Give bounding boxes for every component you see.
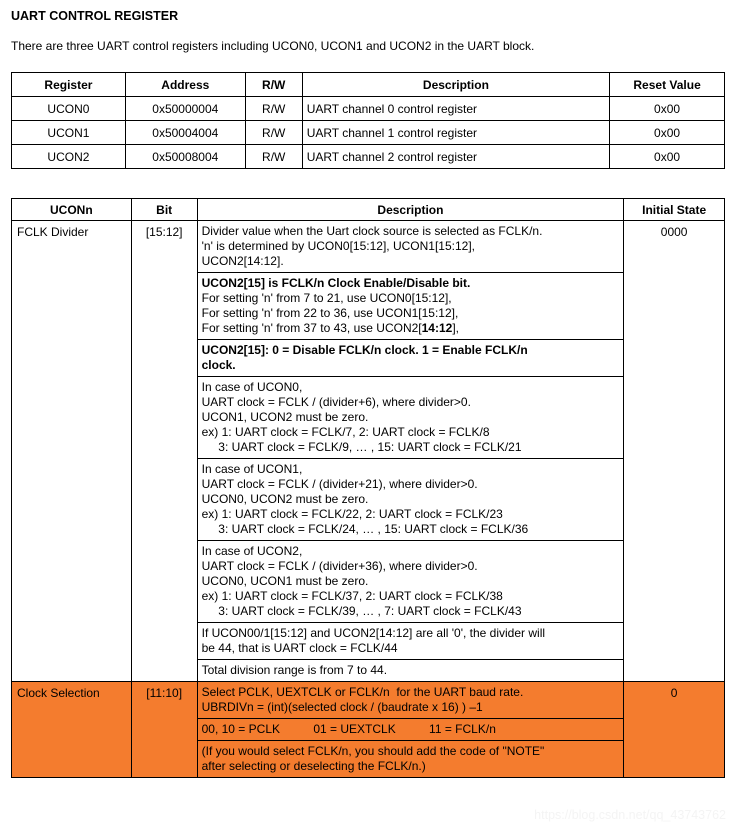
- table-row-clock-selection: [12, 682, 725, 778]
- description-line: ex) 1: UART clock = FCLK/37, 2: UART clock = FCLK/38: [201, 589, 503, 603]
- description-block: [198, 459, 624, 541]
- field-name: Clock Selection: [12, 682, 132, 778]
- cell-address: 0x50004004: [125, 121, 245, 145]
- description-line: UCON0, UCON2 must be zero.: [201, 492, 369, 506]
- description-line: Total division range is from 7 to 44.: [201, 663, 388, 677]
- cell-rw: R/W: [245, 145, 302, 169]
- description-line: UCON0, UCON1 must be zero.: [201, 574, 369, 588]
- field-description: [197, 221, 624, 682]
- section-title: UART CONTROL REGISTER: [11, 9, 179, 23]
- description-line: Divider value when the Uart clock source is selected as FCLK/n.: [201, 224, 543, 238]
- description-line: UCON2[14:12].: [201, 254, 284, 268]
- cell-reset-value: 0x00: [610, 97, 725, 121]
- description-line: For setting 'n' from 22 to 36, use UCON1[15:12],: [201, 306, 459, 320]
- description-block: [198, 719, 624, 741]
- description-line: UCON2[15]: 0 = Disable FCLK/n clock. 1 = Enable FCLK/n: [201, 343, 528, 357]
- register-table: [11, 72, 725, 169]
- header-description: Description: [197, 199, 624, 221]
- watermark-text: https://blog.csdn.net/qq_43743762: [534, 808, 726, 822]
- description-line: If UCON00/1[15:12] and UCON2[14:12] are all '0', the divider will: [201, 626, 546, 640]
- description-block: [198, 221, 624, 273]
- description-block: [198, 377, 624, 459]
- field-bit: [15:12]: [131, 221, 197, 682]
- description-line: 3: UART clock = FCLK/24, … , 15: UART clock = FCLK/36: [201, 522, 529, 536]
- description-line: UBRDIVn = (int)(selected clock / (baudrate x 16) ) –1: [201, 700, 483, 714]
- description-line: 'n' is determined by UCON0[15:12], UCON1[15:12],: [201, 239, 475, 253]
- cell-description: UART channel 0 control register: [302, 97, 609, 121]
- description-line: (If you would select FCLK/n, you should add the code of "NOTE": [201, 744, 545, 758]
- cell-reset-value: 0x00: [610, 145, 725, 169]
- header-rw: R/W: [245, 73, 302, 97]
- description-block: [198, 623, 624, 660]
- description-block: [198, 340, 624, 377]
- header-description: Description: [302, 73, 609, 97]
- description-line: In case of UCON0,: [201, 380, 303, 394]
- header-initial-state: Initial State: [624, 199, 725, 221]
- header-reset-value: Reset Value: [610, 73, 725, 97]
- cell-rw: R/W: [245, 121, 302, 145]
- description-line: In case of UCON1,: [201, 462, 303, 476]
- description-line: clock.: [201, 358, 236, 372]
- description-line: Select PCLK, UEXTCLK or FCLK/n for the UART baud rate.: [201, 685, 524, 699]
- description-line: ex) 1: UART clock = FCLK/7, 2: UART clock = FCLK/8: [201, 425, 490, 439]
- description-line: be 44, that is UART clock = FCLK/44: [201, 641, 398, 655]
- field-initial-state: 0000: [624, 221, 725, 682]
- description-line: 3: UART clock = FCLK/39, … , 7: UART clock = FCLK/43: [201, 604, 522, 618]
- description-block: [198, 273, 624, 340]
- cell-rw: R/W: [245, 97, 302, 121]
- header-address: Address: [125, 73, 245, 97]
- description-line: UCON2[15] is FCLK/n Clock Enable/Disable bit.: [201, 276, 471, 290]
- description-line: 00, 10 = PCLK 01 = UEXTCLK 11 = FCLK/n: [201, 722, 496, 736]
- description-blocks: [198, 682, 624, 777]
- ucon-table-header: [12, 199, 725, 221]
- bold-fragment: 14:12: [421, 321, 453, 335]
- header-bit: Bit: [131, 199, 197, 221]
- description-line: For setting 'n' from 7 to 21, use UCON0[15:12],: [201, 291, 452, 305]
- ucon-bit-table: [11, 198, 725, 778]
- cell-register: UCON1: [12, 121, 126, 145]
- description-block: [198, 682, 624, 719]
- table-row: [12, 121, 725, 145]
- cell-description: UART channel 1 control register: [302, 121, 609, 145]
- description-line: 3: UART clock = FCLK/9, … , 15: UART clock = FCLK/21: [201, 440, 522, 454]
- cell-address: 0x50008004: [125, 145, 245, 169]
- description-block: [198, 541, 624, 623]
- table-row: [12, 145, 725, 169]
- table-row: [12, 97, 725, 121]
- field-description: [197, 682, 624, 778]
- cell-register: UCON2: [12, 145, 126, 169]
- cell-address: 0x50000004: [125, 97, 245, 121]
- intro-paragraph: There are three UART control registers including UCON0, UCON1 and UCON2 in the UART block.: [11, 39, 535, 53]
- description-block: [198, 660, 624, 681]
- cell-register: UCON0: [12, 97, 126, 121]
- header-register: Register: [12, 73, 126, 97]
- header-uconn: UCONn: [12, 199, 132, 221]
- description-line: UART clock = FCLK / (divider+36), where divider>0.: [201, 559, 478, 573]
- description-line: UART clock = FCLK / (divider+6), where divider>0.: [201, 395, 471, 409]
- cell-description: UART channel 2 control register: [302, 145, 609, 169]
- description-blocks: [198, 221, 624, 681]
- description-line: In case of UCON2,: [201, 544, 303, 558]
- register-table-header: [12, 73, 725, 97]
- description-line: UCON1, UCON2 must be zero.: [201, 410, 369, 424]
- description-line: UART clock = FCLK / (divider+21), where divider>0.: [201, 477, 478, 491]
- description-line: after selecting or deselecting the FCLK/n.): [201, 759, 426, 773]
- cell-reset-value: 0x00: [610, 121, 725, 145]
- field-bit: [11:10]: [131, 682, 197, 778]
- table-row-fclk-divider: [12, 221, 725, 682]
- field-name: FCLK Divider: [12, 221, 132, 682]
- description-block: [198, 741, 624, 777]
- description-line: For setting 'n' from 37 to 43, use UCON2[14:12],: [201, 321, 459, 335]
- description-line: ex) 1: UART clock = FCLK/22, 2: UART clock = FCLK/23: [201, 507, 503, 521]
- field-initial-state: 0: [624, 682, 725, 778]
